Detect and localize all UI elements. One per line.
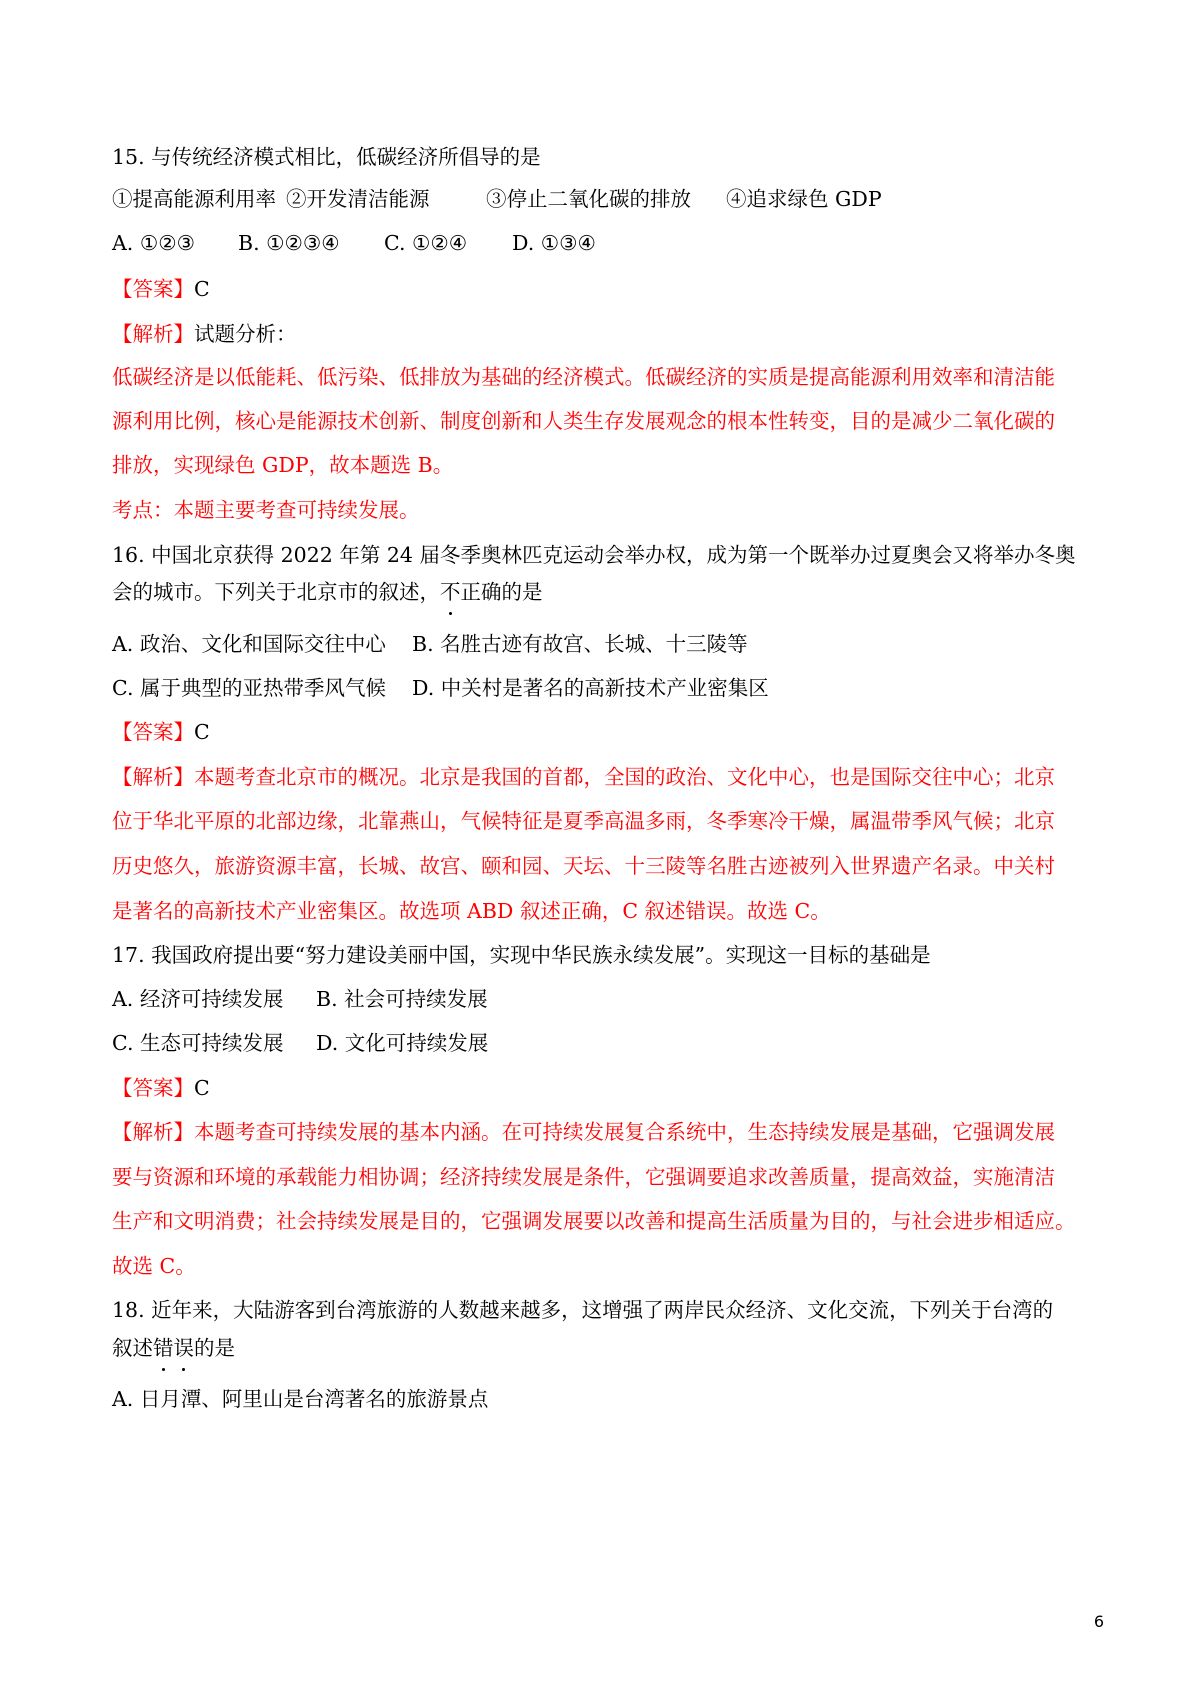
q15-item-1: ①提高能源利用率 [112,187,276,211]
q17-answer-value: C [194,1076,210,1100]
q17-option-b: B. 社会可持续发展 [316,987,488,1011]
q15-options [112,229,1092,257]
q15-item-4: ④追求绿色 GDP [726,187,882,211]
q18-stem-line-2 [112,1334,1092,1362]
q15-option-a: A. ①②③ [112,231,195,255]
q15-analysis-line-1: 低碳经济是以低能耗、低污染、低排放为基础的经济模式。低碳经济的实质是提高能源利用效率和清洁能 [112,365,1055,389]
q16-stem-line-2 [112,578,1092,606]
q16-analysis-label: 【解析】 [112,765,194,789]
q17-analysis-line-1 [112,1118,1092,1146]
q16-analysis-line-2: 位于华北平原的北部边缘，北靠燕山，气候特征是夏季高温多雨，冬季寒冷干燥，属温带季风气候；北京 [112,809,1055,833]
q16-emphasis-mark: 不 [440,580,461,604]
q16-options-row-1 [112,630,1092,658]
q16-answer-value: C [194,720,210,744]
q18-emphasis-mark-2: 误 [173,1336,194,1360]
q17-stem: 17. 我国政府提出要“努力建设美丽中国，实现中华民族永续发展”。实现这一目标的基础是 [112,943,931,967]
q16-answer-label: 【答案】 [112,720,194,744]
q15-answer-label: 【答案】 [112,277,194,301]
q15-option-c: C. ①②④ [384,231,468,255]
q15-analysis-header [112,320,1092,348]
q16-option-c: C. 属于典型的亚热带季风气候 [112,676,386,700]
q16-answer [112,718,1092,746]
q16-analysis-text-1: 本题考查北京市的概况。北京是我国的首都，全国的政治、文化中心，也是国际交往中心；北京 [194,765,1055,789]
q18-stem-line-1: 18. 近年来，大陆游客到台湾旅游的人数越来越多，这增强了两岸民众经济、文化交流，下列关于台湾的 [112,1298,1054,1322]
q16-options-row-2 [112,674,1092,702]
q16-analysis-line-4: 是著名的高新技术产业密集区。故选项 ABD 叙述正确，C 叙述错误。故选 C。 [112,899,831,923]
q16-stem-post: 正确的是 [460,580,543,604]
q15-option-b: B. ①②③④ [238,231,340,255]
q17-analysis-line-3: 生产和文明消费；社会持续发展是目的，它强调发展要以改善和提高生活质量为目的，与社会进步相适应。 [112,1209,1076,1233]
q15-analysis-line-3: 排放，实现绿色 GDP，故本题选 B。 [112,453,454,477]
page-number: 6 [1093,1612,1104,1631]
q18-option-a: A. 日月潭、阿里山是台湾著名的旅游景点 [112,1387,489,1411]
q15-item-2: ②开发清洁能源 [286,187,430,211]
q15-analysis-line-2: 源利用比例，核心是能源技术创新、制度创新和人类生存发展观念的根本性转变，目的是减少二氧化碳的 [112,409,1055,433]
q18-stem-post: 的是 [194,1336,235,1360]
q16-analysis-line-1 [112,763,1092,791]
q15-answer-value: C [194,277,210,301]
q18-emphasis-mark-1: 错 [153,1336,174,1360]
q15-option-d: D. ①③④ [512,231,596,255]
q17-option-d: D. 文化可持续发展 [316,1031,489,1055]
q17-option-c: C. 生态可持续发展 [112,1031,284,1055]
q15-kaodian: 考点：本题主要考查可持续发展。 [112,498,420,522]
q17-analysis-line-2: 要与资源和环境的承载能力相协调；经济持续发展是条件，它强调要追求改善质量，提高效益，实施清洁 [112,1165,1055,1189]
q17-answer-label: 【答案】 [112,1076,194,1100]
q17-options-row-2 [112,1029,1092,1057]
q18-stem-pre: 叙述 [112,1336,153,1360]
q16-stem-line-1: 16. 中国北京获得 2022 年第 24 届冬季奥林匹克运动会举办权，成为第一个既举办过夏奥会又将举办冬奥 [112,543,1076,567]
q17-analysis-text-1: 本题考查可持续发展的基本内涵。在可持续发展复合系统中，生态持续发展是基础，它强调发展 [194,1120,1055,1144]
q15-answer [112,275,1092,303]
q15-analysis-title: 试题分析： [194,322,297,346]
q16-stem-pre: 会的城市。下列关于北京市的叙述， [112,580,440,604]
q17-option-a: A. 经济可持续发展 [112,987,284,1011]
q16-analysis-line-3: 历史悠久，旅游资源丰富，长城、故宫、颐和园、天坛、十三陵等名胜古迹被列入世界遗产名录。中关村 [112,854,1055,878]
q17-answer [112,1074,1092,1102]
q16-option-b: B. 名胜古迹有故宫、长城、十三陵等 [412,632,748,656]
q16-option-d: D. 中关村是著名的高新技术产业密集区 [412,676,769,700]
q15-items [112,185,1092,213]
q17-options-row-1 [112,985,1092,1013]
q17-analysis-line-4: 故选 C。 [112,1254,196,1278]
q15-item-3: ③停止二氧化碳的排放 [486,187,691,211]
q16-option-a: A. 政治、文化和国际交往中心 [112,632,386,656]
q15-analysis-label: 【解析】 [112,322,194,346]
q17-analysis-label: 【解析】 [112,1120,194,1144]
q15-stem: 15. 与传统经济模式相比，低碳经济所倡导的是 [112,145,541,169]
